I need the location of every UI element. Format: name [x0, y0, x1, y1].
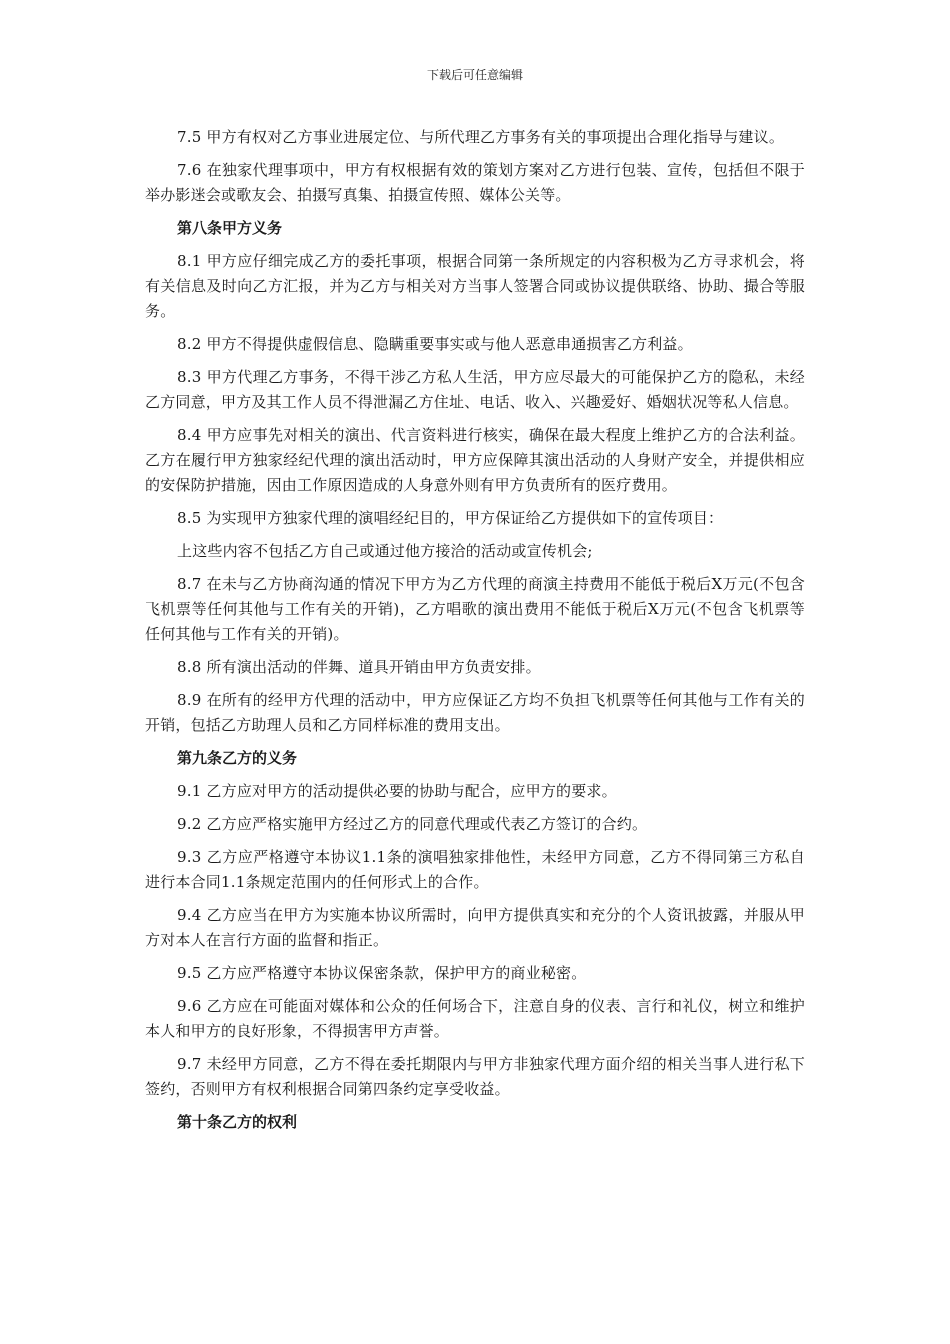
clause-9-6: 9.6 乙方应在可能面对媒体和公众的任何场合下，注意自身的仪表、言行和礼仪，树立和维护本人和甲方的良好形象，不得损害甲方声誉。 — [145, 997, 805, 1040]
clause-8-7: 8.7 在未与乙方协商沟通的情况下甲方为乙方代理的商演主持费用不能低于税后X万元(不包含飞机票等任何其他与工作有关的开销)，乙方唱歌的演出费用不能低于税后X万元(不包含飞机票等任何其他与工作有关的开销)。 — [145, 575, 805, 643]
clause-8-5: 8.5 为实现甲方独家代理的演唱经纪目的，甲方保证给乙方提供如下的宣传项目： — [177, 509, 724, 527]
clause-9-3: 9.3 乙方应严格遵守本协议1.1条的演唱独家排他性，未经甲方同意，乙方不得同第三方私自进行本合同1.1条规定范围内的任何形式上的合作。 — [145, 848, 805, 891]
clause-7-5: 7.5 甲方有权对乙方事业进展定位、与所代理乙方事务有关的事项提出合理化指导与建议。 — [177, 128, 785, 146]
section-heading-10: 第十条乙方的权利 — [177, 1113, 298, 1131]
clause-9-4: 9.4 乙方应当在甲方为实施本协议所需时，向甲方提供真实和充分的个人资讯披露，并服从甲方对本人在言行方面的监督和指正。 — [145, 906, 805, 949]
section-heading-8: 第八条甲方义务 — [177, 219, 283, 237]
document-body — [145, 125, 805, 1143]
clause-7-6: 7.6 在独家代理事项中，甲方有权根据有效的策划方案对乙方进行包装、宣传，包括但不限于举办影迷会或歌友会、拍摄写真集、拍摄宣传照、媒体公关等。 — [145, 161, 805, 204]
clause-8-5-note: 上这些内容不包括乙方自己或通过他方接洽的活动或宣传机会; — [177, 542, 593, 560]
clause-8-2: 8.2 甲方不得提供虚假信息、隐瞒重要事实或与他人恶意串通损害乙方利益。 — [177, 335, 693, 353]
clause-8-8: 8.8 所有演出活动的伴舞、道具开销由甲方负责安排。 — [177, 658, 541, 676]
page-header: 下载后可任意编辑 — [426, 68, 523, 82]
section-heading-9: 第九条乙方的义务 — [177, 749, 298, 767]
clause-8-9: 8.9 在所有的经甲方代理的活动中，甲方应保证乙方均不负担飞机票等任何其他与工作有关的开销，包括乙方助理人员和乙方同样标准的费用支出。 — [145, 691, 805, 734]
clause-9-5: 9.5 乙方应严格遵守本协议保密条款，保护甲方的商业秘密。 — [177, 964, 587, 982]
clause-8-3: 8.3 甲方代理乙方事务，不得干涉乙方私人生活，甲方应尽最大的可能保护乙方的隐私，未经乙方同意，甲方及其工作人员不得泄漏乙方住址、电话、收入、兴趣爱好、婚姻状况等私人信息。 — [145, 368, 805, 411]
clause-9-2: 9.2 乙方应严格实施甲方经过乙方的同意代理或代表乙方签订的合约。 — [177, 815, 648, 833]
clause-8-4: 8.4 甲方应事先对相关的演出、代言资料进行核实，确保在最大程度上维护乙方的合法利益。乙方在履行甲方独家经纪代理的演出活动时，甲方应保障其演出活动的人身财产安全，并提供相应的安保防护措施，因由工作原因造成的人身意外则有甲方负责所有的医疗费用。 — [145, 426, 805, 494]
clause-9-1: 9.1 乙方应对甲方的活动提供必要的协助与配合，应甲方的要求。 — [177, 782, 617, 800]
clause-8-1: 8.1 甲方应仔细完成乙方的委托事项，根据合同第一条所规定的内容积极为乙方寻求机会，将有关信息及时向乙方汇报，并为乙方与相关对方当事人签署合同或协议提供联络、协助、撮合等服务。 — [145, 252, 805, 320]
clause-9-7: 9.7 未经甲方同意，乙方不得在委托期限内与甲方非独家代理方面介绍的相关当事人进行私下签约，否则甲方有权利根据合同第四条约定享受收益。 — [145, 1055, 805, 1098]
